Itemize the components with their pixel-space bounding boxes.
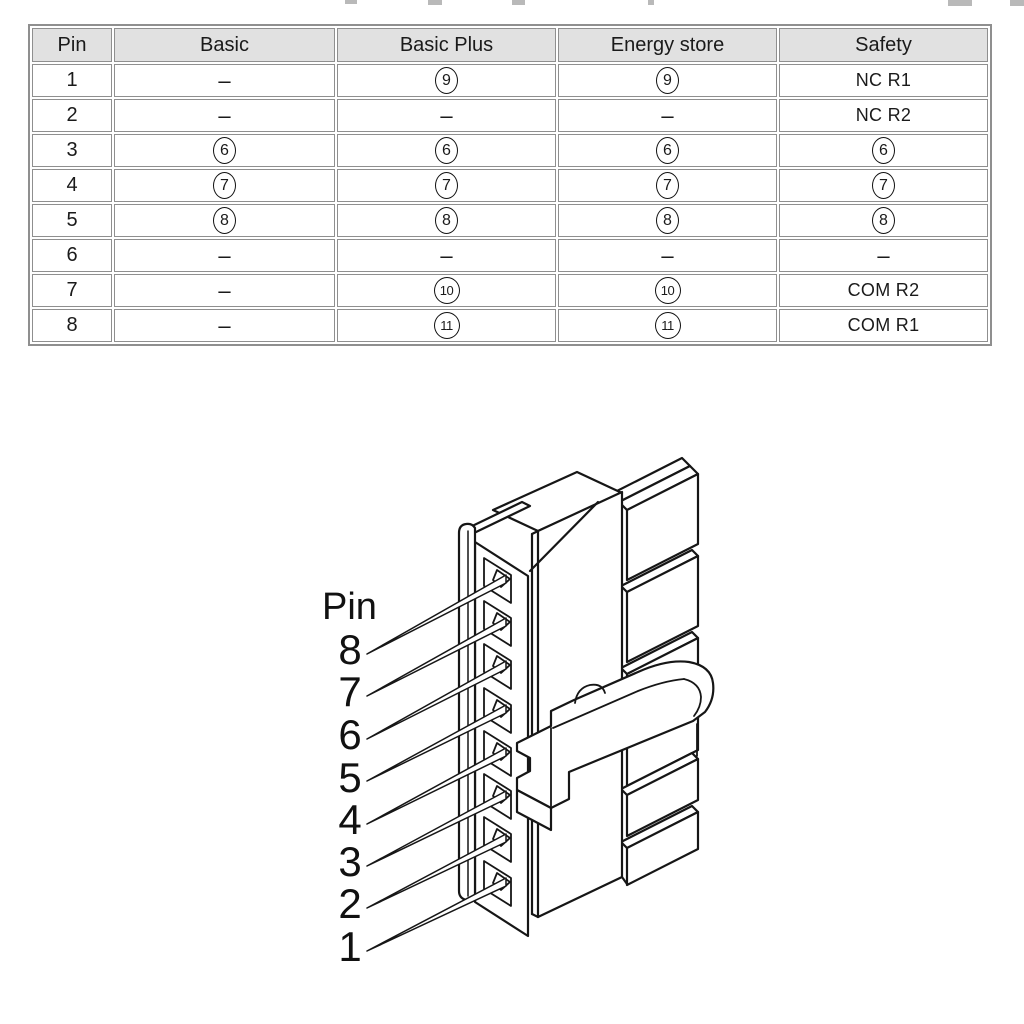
column-header-safety: Safety [779,28,988,62]
circled-number: 8 [872,207,895,234]
circled-number: 11 [655,312,681,339]
empty-dash: – [218,312,231,338]
circled-number: 8 [213,207,236,234]
empty-dash: – [218,277,231,303]
empty-dash: – [661,102,674,128]
circled-number: 6 [213,137,236,164]
circled-number: 10 [434,277,460,304]
cell-text: COM R1 [847,315,920,335]
circled-number: 10 [655,277,681,304]
circled-number: 7 [656,172,679,199]
cell-text: 6 [66,244,78,266]
empty-dash: – [218,102,231,128]
circled-number: 9 [656,67,679,94]
circled-number: 8 [656,207,679,234]
circled-number: 8 [435,207,458,234]
circled-number: 6 [435,137,458,164]
circled-number: 11 [434,312,460,339]
circled-number: 6 [872,137,895,164]
cell-text: 2 [66,104,78,126]
cell-text: 5 [66,209,78,231]
empty-dash: – [877,242,890,268]
cell-text: 3 [66,139,78,161]
circled-number: 7 [213,172,236,199]
pin-label-2: 2 [338,880,362,927]
pin-label-6: 6 [338,711,362,758]
pin-label-1: 1 [338,923,362,970]
empty-dash: – [440,242,453,268]
pin-label-8: 8 [338,626,362,673]
cell-text: 1 [66,69,78,91]
cell-text: NC R2 [855,105,912,125]
column-header-basic-plus: Basic Plus [337,28,556,62]
circled-number: 6 [656,137,679,164]
column-header-energy-store: Energy store [558,28,777,62]
empty-dash: – [661,242,674,268]
pin-label-4: 4 [338,796,362,843]
cell-text: 4 [66,174,78,196]
column-header-basic: Basic [114,28,335,62]
circled-number: 7 [872,172,895,199]
pin-header-label: Pin [322,586,377,628]
cell-text: 8 [66,314,78,336]
leader-lines [367,575,506,951]
cell-text: COM R2 [847,280,920,300]
pin-label-5: 5 [338,754,362,801]
cell-text: 7 [66,279,78,301]
empty-dash: – [218,242,231,268]
pin-label-3: 3 [338,838,362,885]
empty-dash: – [218,67,231,93]
circled-number: 7 [435,172,458,199]
empty-dash: – [440,102,453,128]
cell-text: NC R1 [855,70,912,90]
pin-label-7: 7 [338,668,362,715]
circled-number: 9 [435,67,458,94]
column-header-pin: Pin [32,28,112,62]
